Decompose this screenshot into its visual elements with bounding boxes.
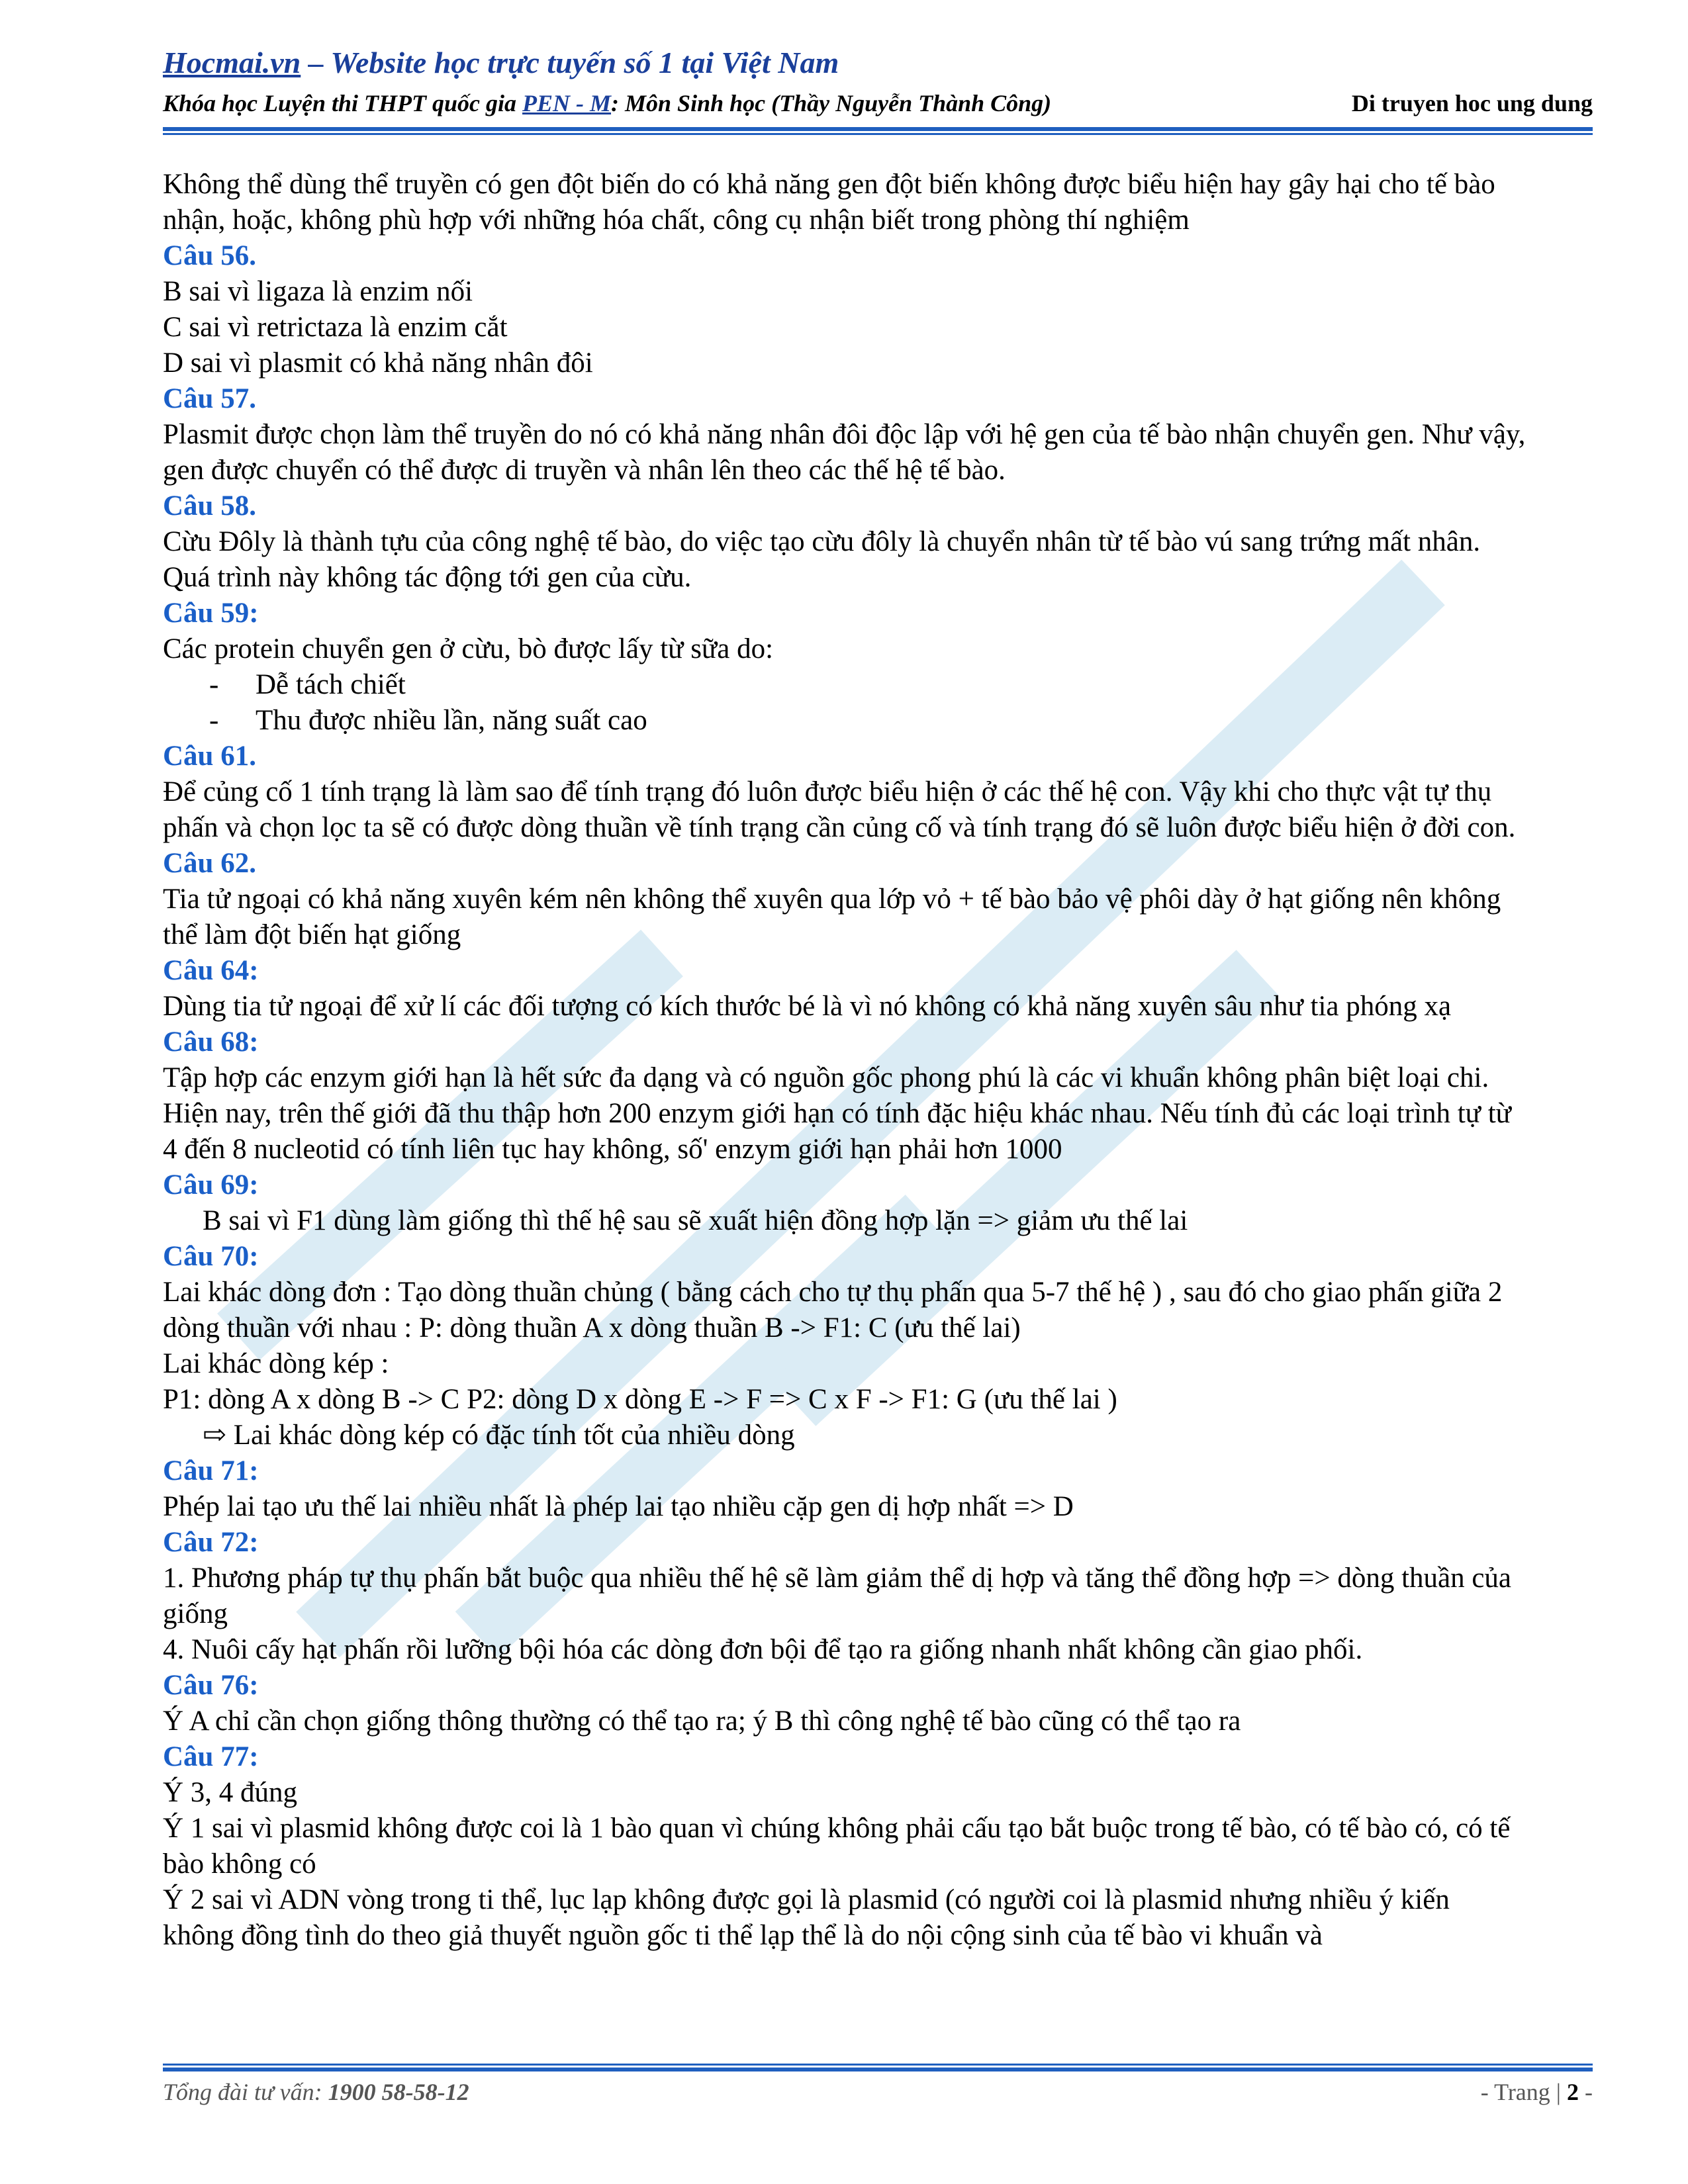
page-number	[1481, 2078, 1593, 2106]
question-heading: Câu 69:	[163, 1169, 259, 1201]
question-heading: Câu 59:	[163, 598, 259, 629]
question-heading: Câu 64:	[163, 955, 259, 986]
answer-line: Lai khác dòng kép :	[163, 1348, 389, 1379]
question-heading: Câu 76:	[163, 1670, 259, 1701]
bullet-item	[163, 703, 1526, 739]
answer-line: Ý 3, 4 đúng	[163, 1777, 298, 1808]
answer-line: Ý A chỉ cần chọn giống thông thường có thể tạo ra; ý B thì công nghệ tế bào cũng có thể tạo ra	[163, 1706, 1241, 1737]
answer-line: Lai khác dòng đơn : Tạo dòng thuần chủng ( bằng cách cho tự thụ phấn qua 5-7 thế hệ ) , sau đó cho giao phấn giữa 2 dòng thuần với nhau : P: dòng thuần A x dòng thuần B -> F1: C (ưu thế lai)	[163, 1277, 1503, 1343]
answer-line: Phép lai tạo ưu thế lai nhiều nhất là phép lai tạo nhiều cặp gen dị hợp nhất => D	[163, 1491, 1074, 1522]
question-heading: Câu 57.	[163, 383, 256, 414]
arrow-text: Lai khác dòng kép có đặc tính tốt của nhiều dòng	[233, 1420, 795, 1451]
answer-line: Tia tử ngoại có khả năng xuyên kém nên không thể xuyên qua lớp vỏ + tế bào bảo vệ phôi dày ở hạt giống nên không thể làm đột biến hạt giống	[163, 884, 1501, 950]
question-heading: Câu 56.	[163, 240, 256, 271]
answer-line: D sai vì plasmit có khả năng nhân đôi	[163, 347, 593, 379]
page-suffix: -	[1579, 2079, 1593, 2105]
answer-line: B sai vì F1 dùng làm giống thì thế hệ sau sẽ xuất hiện đồng hợp lặn => giảm ưu thế lai	[203, 1205, 1188, 1236]
course-pen-link[interactable]: PEN - M	[522, 90, 612, 116]
answer-line: Cừu Đôly là thành tựu của công nghệ tế bào, do việc tạo cừu đôly là chuyển nhân từ tế bào vú sang trứng mất nhân. Quá trình này không tác động tới gen của cừu.	[163, 526, 1481, 593]
page-number-value: 2	[1567, 2079, 1579, 2105]
bullet-text: Dễ tách chiết	[256, 669, 406, 700]
question-heading: Câu 70:	[163, 1241, 259, 1272]
question-heading: Câu 58.	[163, 490, 256, 522]
question-heading: Câu 68:	[163, 1026, 259, 1058]
answer-line: Tập hợp các enzym giới hạn là hết sức đa dạng và có nguồn gốc phong phú là các vi khuẩn không phân biệt loại chi. Hiện nay, trên thế giới đã thu thập hơn 200 enzym giới hạn có tính đặc hiệu khác nhau. Nếu tính đủ các loại trình tự từ 4 đến 8 nucleotid có tính liên tục hay không, số' enzym giới hạn phải hơn 1000	[163, 1062, 1511, 1165]
bullet-item	[163, 667, 1526, 703]
answer-line: 1. Phương pháp tự thụ phấn bắt buộc qua nhiều thế hệ sẽ làm giảm thể dị hợp và tăng thể đồng hợp => dòng thuần của giống	[163, 1563, 1512, 1629]
bullet-dash: -	[209, 705, 219, 736]
intro-paragraph: Không thể dùng thể truyền có gen đột biến do có khả năng gen đột biến không được biểu hiện hay gây hại cho tế bào nhận, hoặc, không phù hợp với những hóa chất, công cụ nhận biết trong phòng thí nghiệm	[163, 169, 1495, 236]
header-rule-thick	[163, 127, 1593, 131]
bullet-text: Thu được nhiều lần, năng suất cao	[256, 705, 647, 736]
question-heading: Câu 71:	[163, 1455, 259, 1486]
hotline-label: Tổng đài tư vấn:	[163, 2079, 328, 2105]
course-suffix: : Môn Sinh học (Thầy Nguyễn Thành Công)	[611, 90, 1052, 116]
arrow-icon: ⇨	[203, 1420, 227, 1451]
answer-line: C sai vì retrictaza là enzim cắt	[163, 312, 508, 343]
header-rule-thin	[163, 133, 1593, 135]
arrow-item	[163, 1418, 1526, 1453]
course-prefix: Khóa học Luyện thi THPT quốc gia	[163, 90, 523, 116]
answer-line: Các protein chuyển gen ở cừu, bò được lấy từ sữa do:	[163, 633, 774, 664]
page-footer	[163, 2078, 1593, 2115]
question-heading: Câu 77:	[163, 1741, 259, 1772]
page-header	[163, 44, 1593, 120]
question-heading: Câu 62.	[163, 848, 256, 879]
answer-line: Plasmit được chọn làm thể truyền do nó có khả năng nhân đôi độc lập với hệ gen của tế bào nhận chuyển gen. Như vậy, gen được chuyển có thể được di truyền và nhân lên theo các thế hệ tế bào.	[163, 419, 1526, 486]
answer-line: P1: dòng A x dòng B -> C P2: dòng D x dòng E -> F => C x F -> F1: G (ưu thế lai )	[163, 1384, 1117, 1415]
question-heading: Câu 72:	[163, 1527, 259, 1558]
footer-rule-thin	[163, 2064, 1593, 2066]
answer-line: Ý 2 sai vì ADN vòng trong ti thể, lục lạp không được gọi là plasmid (có người coi là plasmid nhưng nhiều ý kiến không đồng tình do theo giả thuyết nguồn gốc ti thể lạp thể là do nội cộng sinh của tế bào vi khuẩn và	[163, 1884, 1450, 1951]
topic-label: Di truyen hoc ung dung	[1351, 90, 1593, 116]
hotline	[163, 2078, 469, 2106]
answer-line: 4. Nuôi cấy hạt phấn rồi lưỡng bội hóa các dòng đơn bội để tạo ra giống nhanh nhất không cần giao phối.	[163, 1634, 1363, 1665]
page-prefix: - Trang |	[1480, 2079, 1567, 2105]
answer-line: Dùng tia tử ngoại để xử lí các đối tượng có kích thước bé là vì nó không có khả năng xuyên sâu như tia phóng xạ	[163, 991, 1452, 1022]
footer-rule-thick	[163, 2068, 1593, 2071]
question-heading: Câu 61.	[163, 741, 256, 772]
hotline-number: 1900 58-58-12	[328, 2079, 469, 2105]
answer-line: Để củng cố 1 tính trạng là làm sao để tính trạng đó luôn được biểu hiện ở các thế hệ con. Vậy khi cho thực vật tự thụ phấn và chọn lọc ta sẽ có được dòng thuần về tính trạng cần củng cố và tính trạng đó sẽ luôn được biểu hiện ở đời con.	[163, 776, 1516, 843]
answer-content	[163, 167, 1526, 1954]
answer-line: Ý 1 sai vì plasmid không được coi là 1 bào quan vì chúng không phải cấu tạo bắt buộc trong tế bào, có tế bào có, có tế bào không có	[163, 1813, 1511, 1880]
site-line	[163, 44, 1593, 82]
course-row	[163, 86, 1593, 120]
site-tagline: – Website học trực tuyến số 1 tại Việt Nam	[301, 46, 839, 79]
site-name-link[interactable]: Hocmai.vn	[163, 46, 301, 79]
bullet-dash: -	[209, 669, 219, 700]
answer-line: B sai vì ligaza là enzim nối	[163, 276, 473, 307]
